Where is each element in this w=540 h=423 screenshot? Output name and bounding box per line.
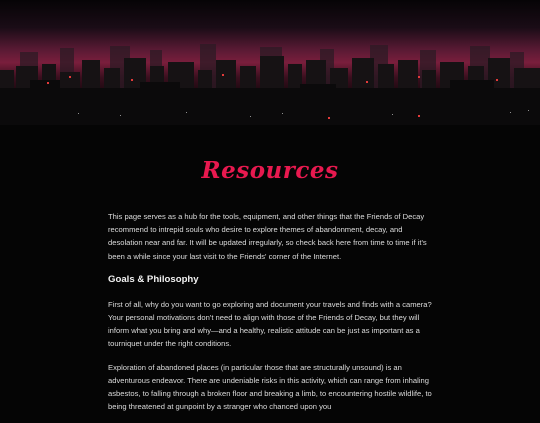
risks-paragraph: Exploration of abandoned places (in particular those that are structurally unsound) is an adventurous endeavor. There are undeniable risks in this activity, which can range from inhaling asbestos, to falling through a broken floor and breaking a limb, to encountering hostile wildlife, to being threatened at gunpoint by a stranger who chanced upon you — [108, 362, 432, 412]
intro-paragraph: This page serves as a hub for the tools, equipment, and other things that the Friends of Decay recommend to intrepid souls who desire to explore themes of abandonment, decay, and desolation near and far. It will be updated irregularly, so check back here from time to time if it's been a while since your last visit to the Friends' corner of the Internet. — [108, 212, 427, 261]
main-content — [108, 210, 432, 423]
section-heading: Goals & Philosophy — [108, 273, 199, 285]
city-skyline-image — [0, 0, 540, 125]
goals-paragraph: First of all, why do you want to go exploring and document your travels and finds with a camera? Your personal motivations don't need to align with those of the Friends of Decay, but they will inform what you bring and why—and a healthy, realistic attitude can be just as important as a tourniquet under the right conditions. — [108, 299, 432, 349]
city-skyline-banner — [0, 0, 540, 125]
page-title: Resources — [201, 157, 339, 184]
